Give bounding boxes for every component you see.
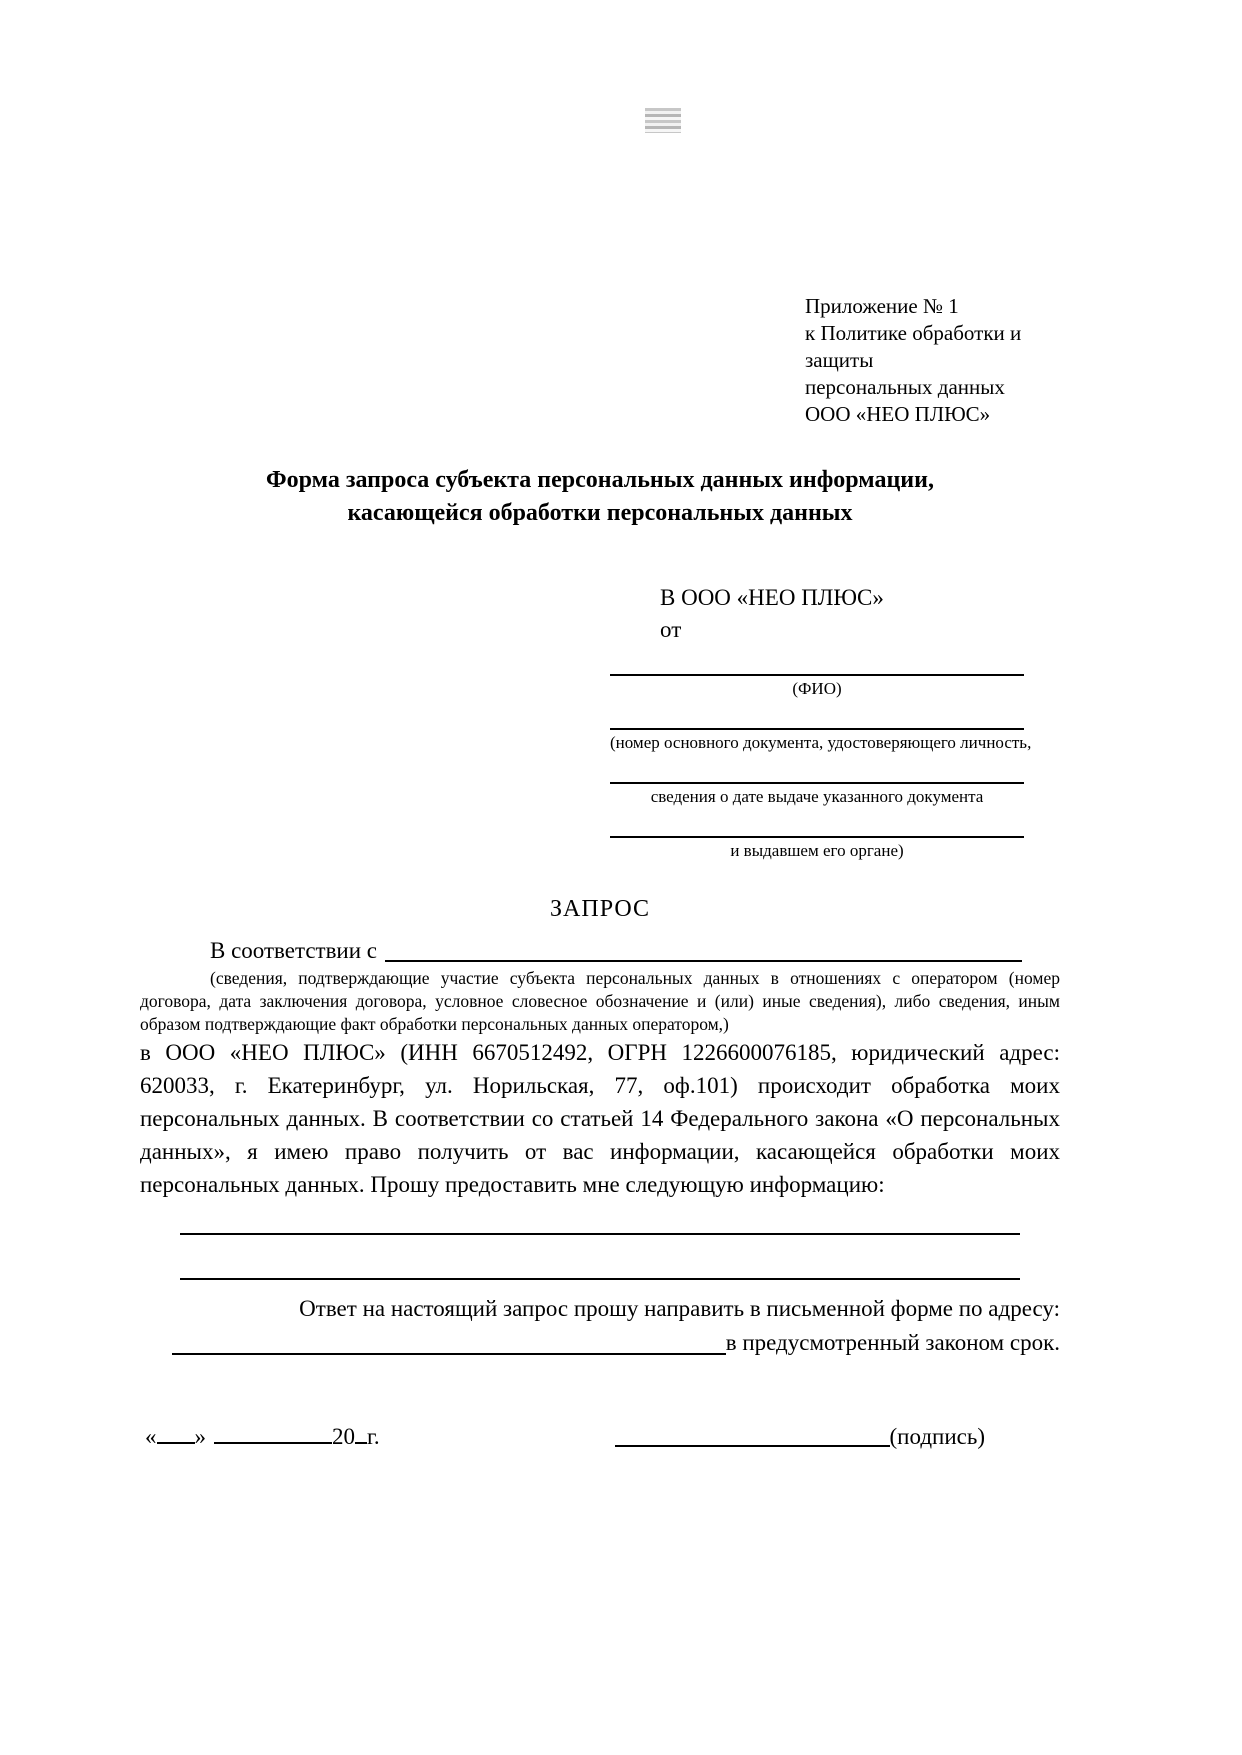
basis-intro-text: В соответствии с [210,938,378,963]
address-input-line[interactable] [172,1326,726,1355]
signature-group [615,1422,1060,1452]
date-quote-close: » [194,1424,206,1449]
basis-intro-line [140,934,1060,967]
response-deadline-text: в предусмотренный законом срок. [725,1330,1060,1355]
fio-field-label: (ФИО) [792,679,842,698]
appendix-header-line: ООО «НЕО ПЛЮС» [805,402,991,426]
basis-input-line[interactable] [385,934,1022,962]
issuing-authority-input-line[interactable] [610,808,1024,838]
addressee-to: В ООО «НЕО ПЛЮС» [660,585,884,610]
requested-info-input-line-2[interactable] [180,1278,1020,1280]
date-month-input-line[interactable] [214,1424,332,1444]
date-era-text: г. [367,1424,380,1449]
applicant-fields [610,650,1032,862]
basis-footnote-text: (сведения, подтверждающие участие субъекта персональных данных в отношениях с оператором (номер договора, дата заключения договора, условное словесное обозначение и (или) иные сведения), либо сведения, иным образом подтверждающие факт обработки персональных данных оператором,) [140,968,1060,1034]
response-deadline-line [140,1326,1060,1360]
fio-input-line[interactable] [610,650,1024,676]
fio-field [610,650,1024,700]
addressee-from: от [660,617,682,642]
date-year-prefix: 20 [332,1424,355,1449]
form-title [140,464,1060,530]
document-number-field-label: (номер основного документа, удостоверяющего личность, [610,733,1032,752]
appendix-header-line: персональных данных [805,375,1005,399]
addressee-block [660,582,1060,646]
appendix-header [805,293,1060,428]
request-body-text: в ООО «НЕО ПЛЮС» (ИНН 6670512492, ОГРН 1226600076185, юридический адрес: 620033, г. Екатеринбург, ул. Норильская, 77, оф.101) происходит обработка моих персональных данных. В соответствии со статьей 14 Федерального закона «О персональных данных», я имею право получить от вас информации, касающейся обработки моих персональных данных. Прошу предоставить мне следующую информацию: [140,1040,1060,1197]
signature-input-line[interactable] [615,1427,890,1447]
requested-info-input-line-1[interactable] [180,1233,1020,1235]
issuing-authority-field [610,808,1024,862]
issue-date-field [610,754,1024,808]
date-quote-open: « [145,1424,157,1449]
request-heading: ЗАПРОС [550,896,650,922]
issuing-authority-field-label: и выдавшем его органе) [730,841,904,860]
date-day-input-line[interactable] [157,1424,195,1444]
signature-label: (подпись) [889,1424,985,1449]
issue-date-field-label: сведения о дате выдаче указанного документа [650,787,984,806]
form-title-line1: Форма запроса субъекта персональных данных информации, [266,467,934,493]
date-group [140,1422,380,1452]
paragraph-indent [140,934,210,967]
document-number-field [610,700,1032,754]
date-signature-row [140,1422,1060,1452]
appendix-header-line: к Политике обработки и защиты [805,321,1022,372]
appendix-header-line: Приложение № 1 [805,294,959,318]
date-year-input-line[interactable] [355,1424,367,1444]
issue-date-input-line[interactable] [610,754,1024,784]
document-number-input-line[interactable] [610,700,1024,730]
response-address-text: Ответ на настоящий запрос прошу направить в письменной форме по адресу: [299,1296,1060,1321]
letterhead-logo-image [645,108,681,133]
form-title-line2: касающейся обработки персональных данных [347,500,853,526]
response-block [140,1292,1060,1360]
